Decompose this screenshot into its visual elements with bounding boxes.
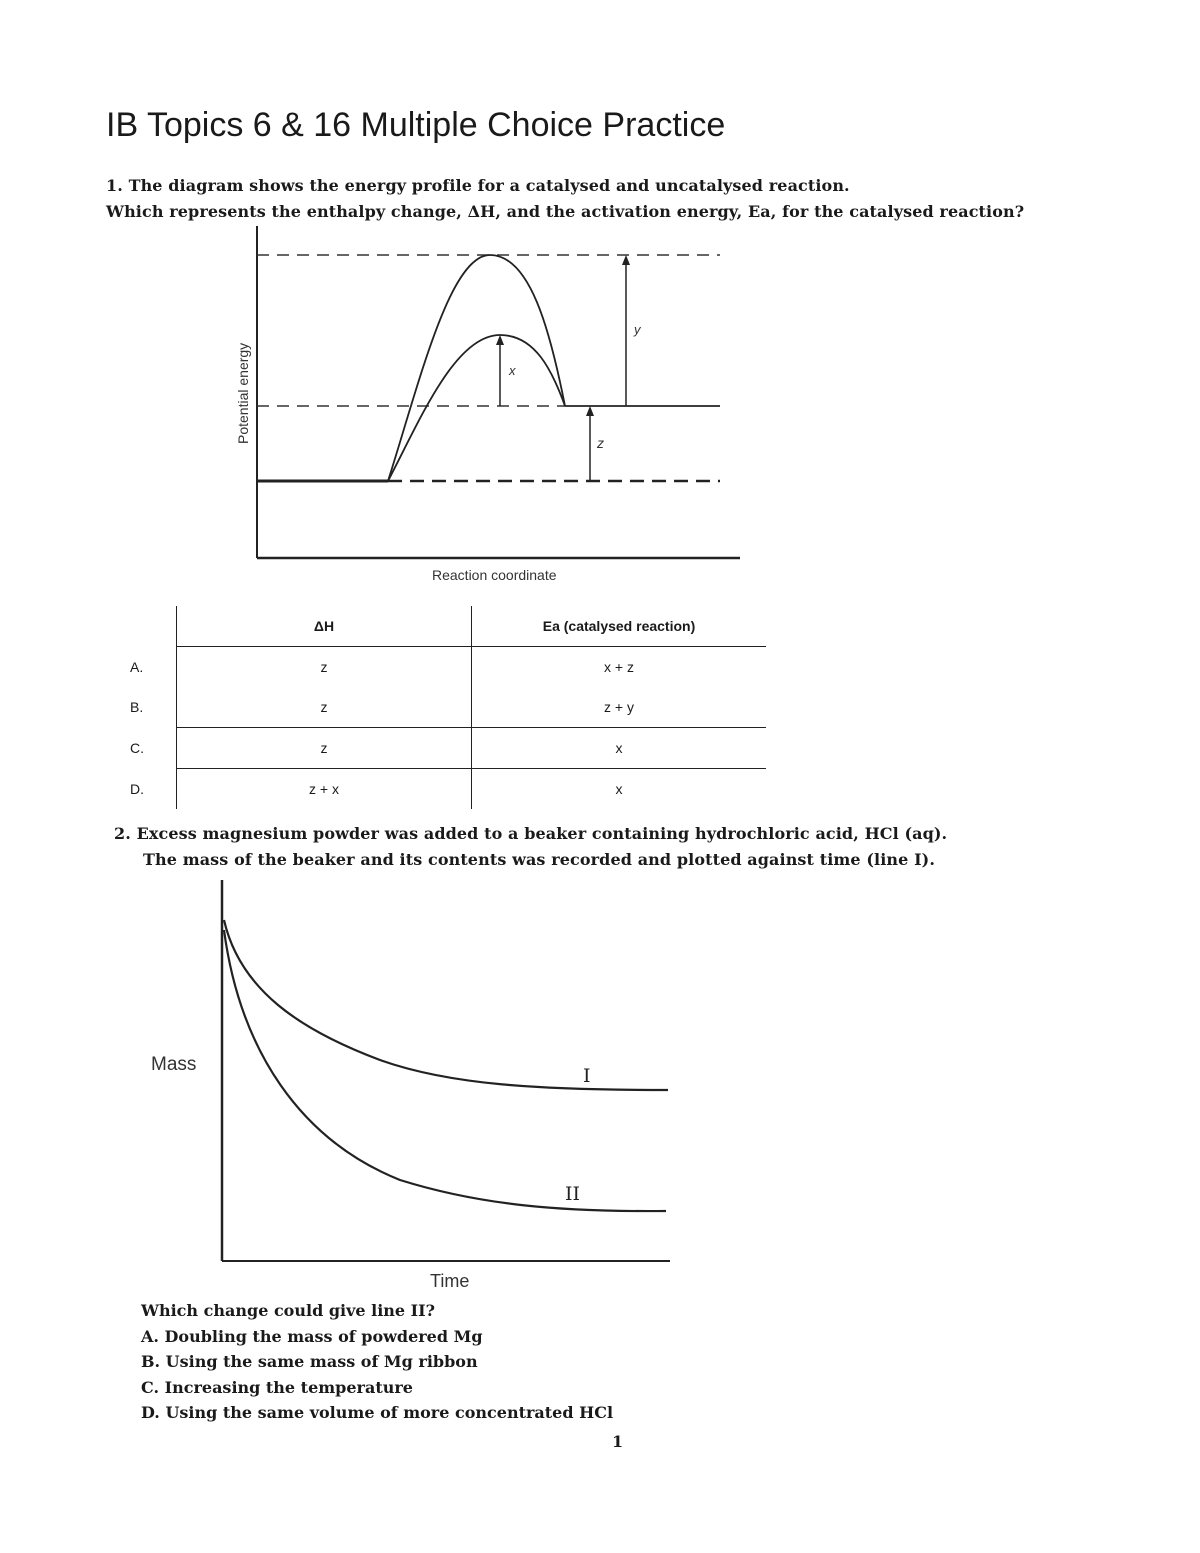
x-axis-label: Reaction coordinate: [432, 567, 557, 583]
delta-h-value: z + x: [177, 769, 472, 810]
table-row[interactable]: [130, 769, 766, 810]
option-label: C.: [130, 740, 144, 756]
option-label: A.: [130, 658, 144, 675]
option-c[interactable]: C. Increasing the temperature: [141, 1377, 413, 1397]
answer-table: [130, 606, 766, 809]
option-label: B.: [130, 699, 144, 716]
table-row[interactable]: [130, 728, 766, 769]
question-2-prompt: Which change could give line II?: [141, 1301, 436, 1320]
option-b[interactable]: B. Using the same mass of Mg ribbon: [141, 1352, 478, 1372]
page-title: IB Topics 6 & 16 Multiple Choice Practice: [106, 106, 726, 144]
question-2-context: The mass of the beaker and its contents was recorded and plotted against time (line I).: [143, 850, 935, 869]
ea-value: x + z: [472, 647, 767, 688]
line-II: [224, 930, 666, 1211]
table-row[interactable]: [130, 687, 766, 728]
label-x: x: [509, 363, 516, 378]
option-a[interactable]: A. Doubling the mass of powdered Mg: [141, 1326, 483, 1346]
uncatalysed-curve: [388, 255, 565, 481]
header-delta-h: ΔH: [177, 606, 472, 647]
label-y: y: [634, 322, 641, 337]
arrow-z-head: [586, 406, 594, 416]
header-ea: Ea (catalysed reaction): [542, 618, 696, 634]
question-1-prompt: Which represents the enthalpy change, ΔH, and the activation energy, Ea, for the catalysed reaction?: [106, 202, 1025, 221]
graph-y-axis-label: Mass: [151, 1054, 197, 1075]
ea-value: x: [472, 769, 767, 810]
table-header-row: [130, 606, 766, 647]
line-I: [224, 920, 668, 1090]
catalysed-curve: [388, 335, 565, 481]
delta-h-value: z: [177, 728, 472, 769]
table-row[interactable]: [130, 647, 766, 688]
mass-time-graph: [151, 880, 670, 1291]
y-axis-label: Potential energy: [235, 342, 251, 444]
ea-value: z + y: [604, 699, 634, 715]
label-z: z: [597, 435, 604, 451]
delta-h-value: z: [177, 647, 472, 688]
delta-h-value: z: [177, 687, 472, 728]
graph-x-axis-label: Time: [430, 1271, 470, 1291]
option-d[interactable]: D. Using the same volume of more concentrated HCl: [141, 1403, 614, 1423]
question-2-text: 2. Excess magnesium powder was added to a beaker containing hydrochloric acid, HCl (aq).: [114, 824, 948, 843]
ea-value: x: [472, 728, 767, 769]
option-label: D.: [130, 780, 144, 797]
page-number: 1: [612, 1432, 624, 1451]
arrow-y-head: [622, 255, 630, 265]
line-II-label: II: [565, 1183, 581, 1205]
question-1-text: 1. The diagram shows the energy profile for a catalysed and uncatalysed reaction.: [106, 176, 850, 195]
arrow-x-head: [496, 335, 504, 345]
line-I-label: I: [583, 1065, 591, 1087]
question-2-options: [141, 1298, 613, 1426]
